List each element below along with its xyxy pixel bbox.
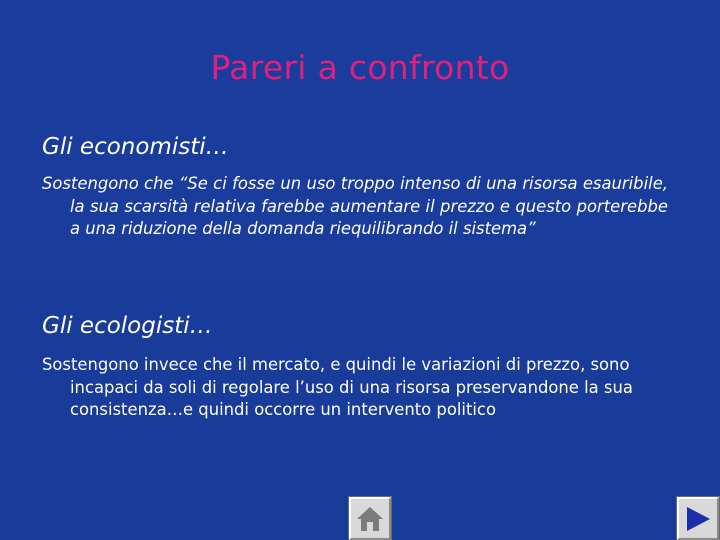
home-icon bbox=[355, 504, 385, 534]
section-heading-ecologists: Gli ecologisti… bbox=[42, 313, 213, 339]
home-button[interactable] bbox=[349, 497, 391, 540]
slide-title: Pareri a confronto bbox=[210, 48, 510, 87]
section-text-ecologists: Sostengono invece che il mercato, e quindi le variazioni di prezzo, sono incapaci da soli di regolare l’uso di una risorsa preservandone la sua consistenza…e quindi occorre un intervento politico bbox=[42, 355, 633, 419]
next-slide-button[interactable] bbox=[677, 497, 719, 540]
section-heading-economists: Gli economisti… bbox=[42, 134, 229, 160]
play-next-icon bbox=[683, 504, 713, 534]
section-text-economists: Sostengono che “Se ci fosse un uso troppo intenso di una risorsa esauribile, la sua scarsità relativa farebbe aumentare il prezzo e questo porterebbe a una riduzione della domanda riequilibrando il sistema” bbox=[42, 174, 668, 238]
